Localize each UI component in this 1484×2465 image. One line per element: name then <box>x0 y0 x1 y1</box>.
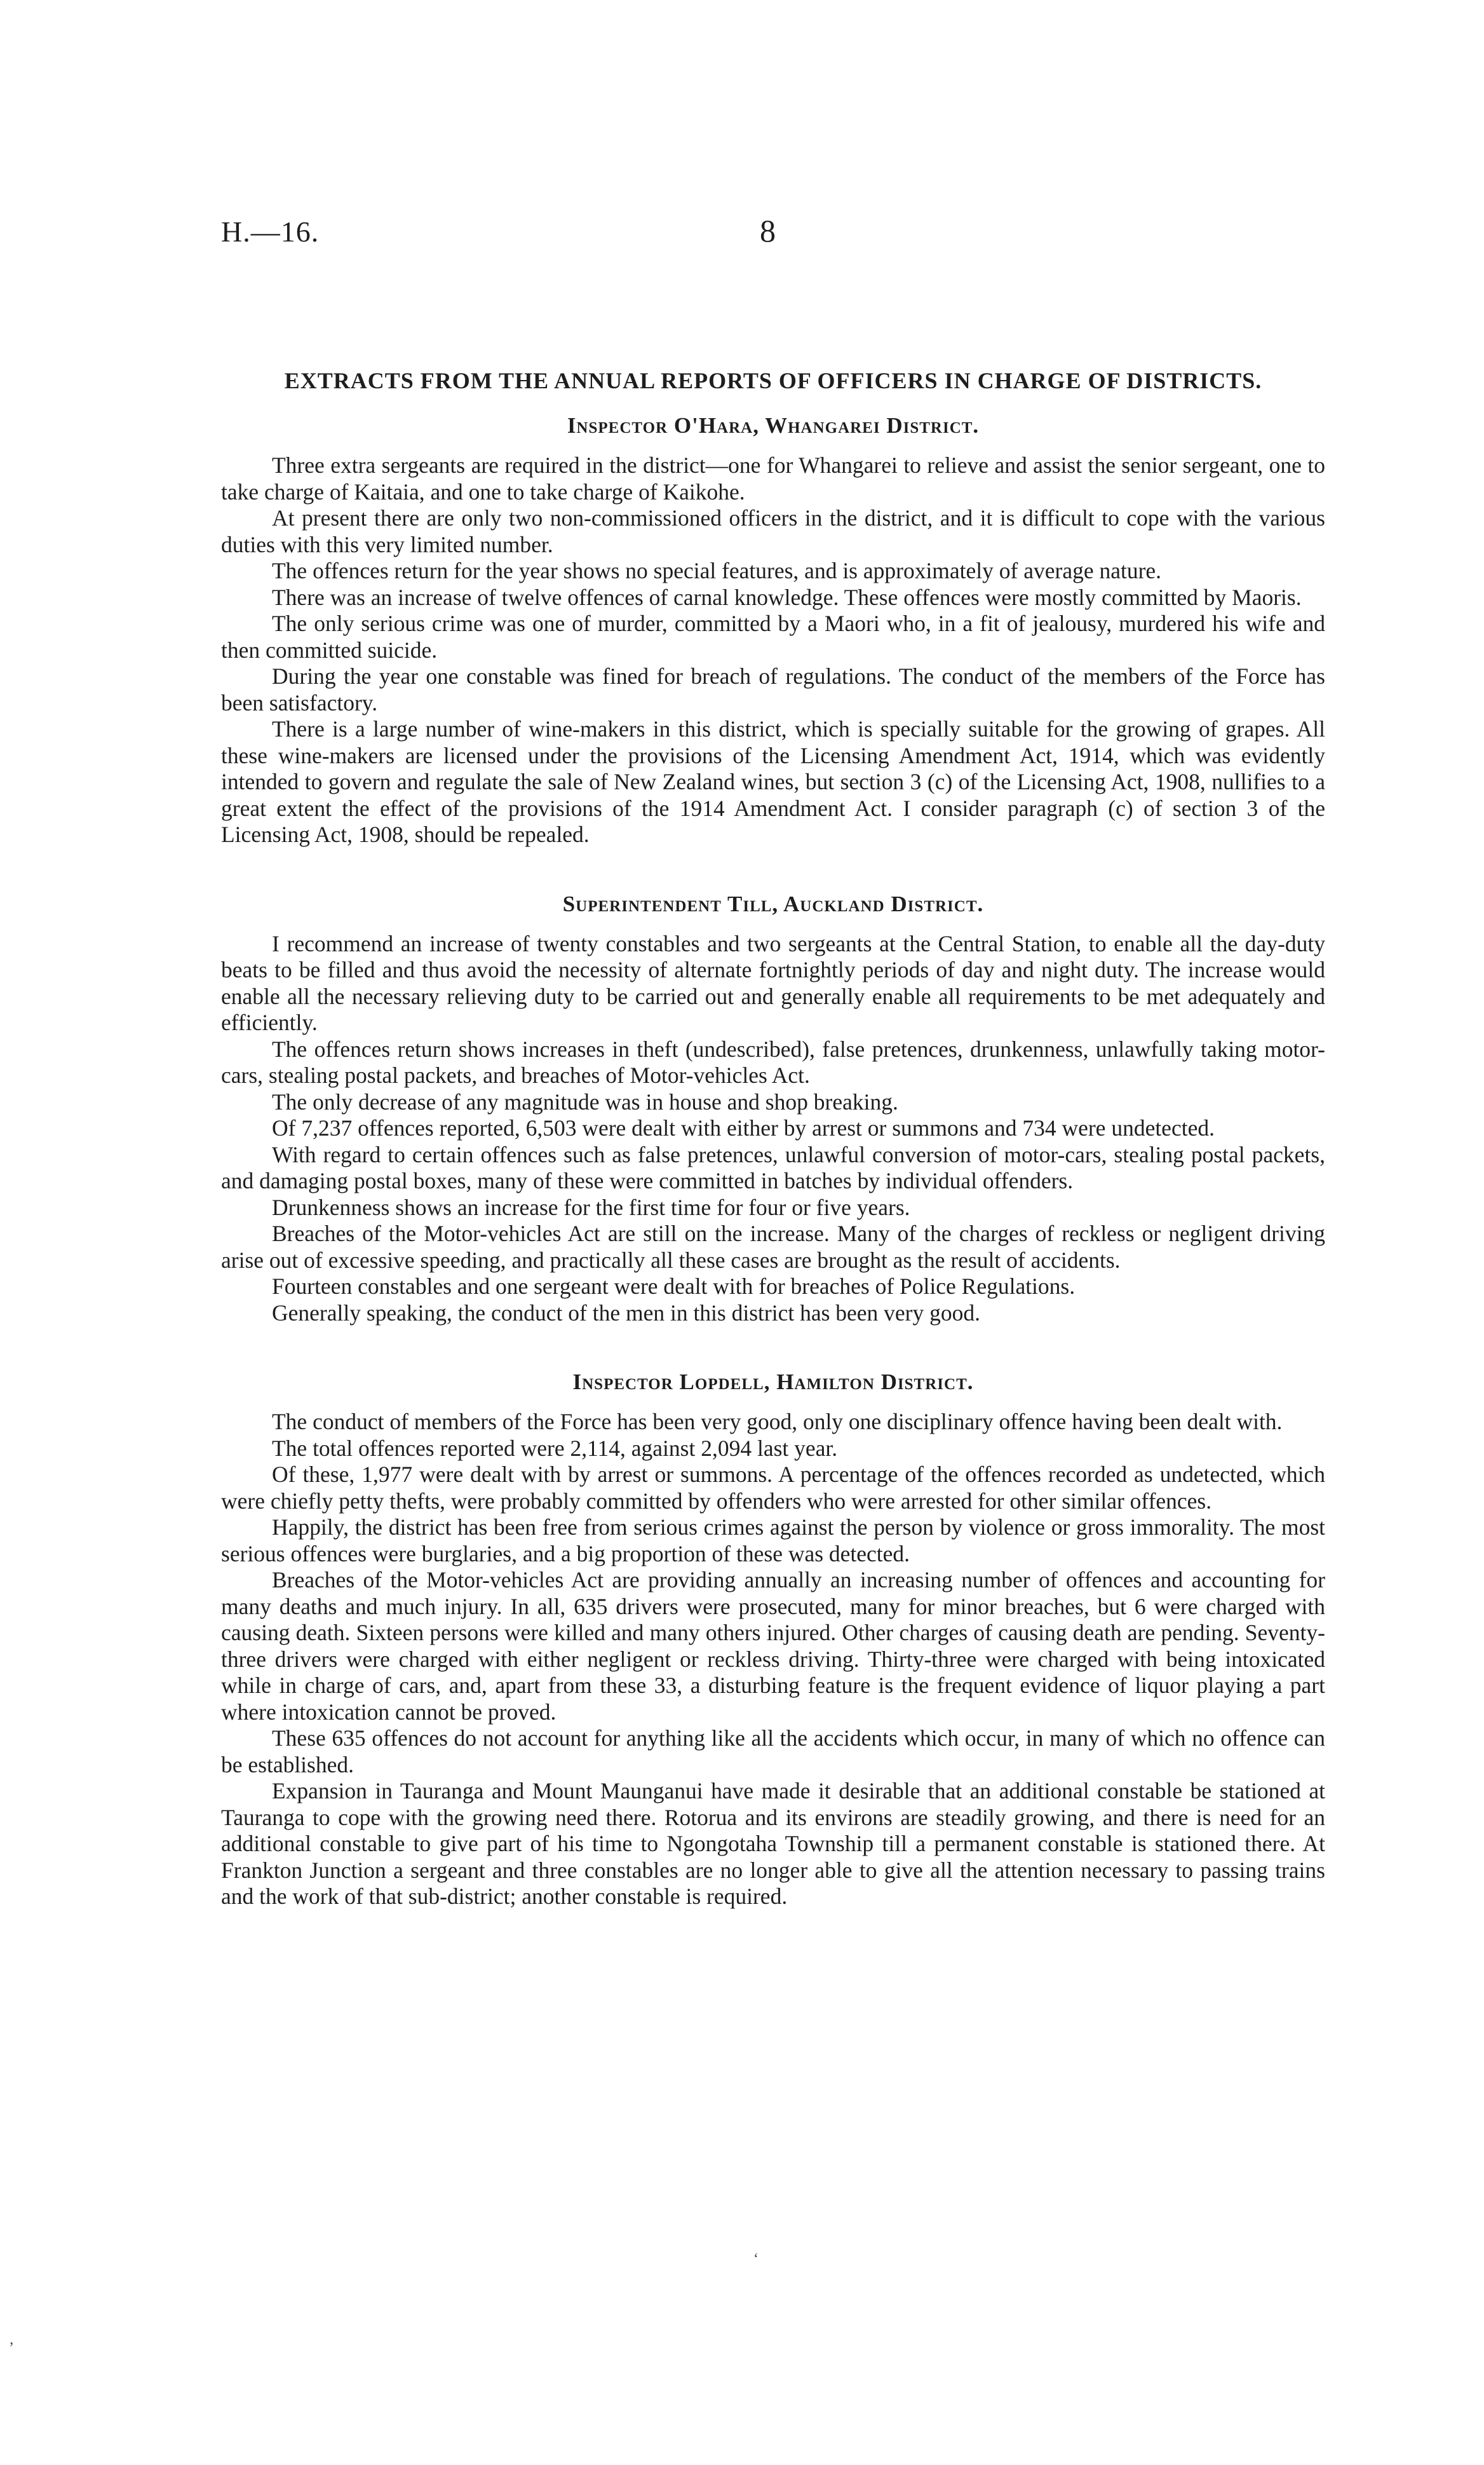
paragraph: Breaches of the Motor-vehicles Act are providing annually an increasing number of offences and accounting for many deaths and much injury. In all, 635 drivers were prosecuted, many for minor breaches, but 6 were charged with causing death. Sixteen persons were killed and many others injured. Other charges of causing death are pending. Seventy-three drivers were charged with either negligent or reckless driving. Thirty-three were charged with being intoxicated while in charge of cars, and, apart from these 33, a disturbing feature is the frequent evidence of liquor playing a part where intoxication cannot be proved. <box>221 1567 1325 1725</box>
paragraph: Breaches of the Motor-vehicles Act are still on the increase. Many of the charges of reckless or negligent driving arise out of excessive speeding, and practically all these cases are brought as the result of accidents. <box>221 1221 1325 1273</box>
document-reference: H.—16. <box>221 215 320 248</box>
paragraph: The total offences reported were 2,114, against 2,094 last year. <box>272 1435 838 1461</box>
paragraph: With regard to certain offences such as false pretences, unlawful conversion of motor-cars, stealing postal packets, and damaging postal boxes, many of these were committed in batches by individual offenders. <box>221 1141 1325 1193</box>
paragraph: Of 7,237 offences reported, 6,503 were dealt with either by arrest or summons and 734 were undetected. <box>272 1115 1215 1141</box>
paragraph: Expansion in Tauranga and Mount Maunganui have made it desirable that an additional constable be stationed at Tauranga to cope with the growing need there. Rotorua and its environs are steadily growing, and there is need for an additional constable to give part of his time to Ngongotaha Township till a permanent constable is stationed there. At Frankton Junction a sergeant and three constables are no longer able to give all the attention necessary to passing trains and the work of that sub-district; another constable is required. <box>221 1778 1325 1909</box>
paragraph: The only decrease of any magnitude was in house and shop breaking. <box>272 1089 898 1115</box>
section-whangarei <box>221 413 1325 848</box>
paragraph: The only serious crime was one of murder, committed by a Maori who, in a fit of jealousy, murdered his wife and then committed suicide. <box>221 611 1325 663</box>
paragraph: There was an increase of twelve offences of carnal knowledge. These offences were mostly committed by Maoris. <box>272 584 1302 610</box>
section-auckland <box>221 892 1325 1327</box>
paragraph: During the year one constable was fined for breach of regulations. The conduct of the members of the Force has been satisfactory. <box>221 663 1325 716</box>
paragraph: Generally speaking, the conduct of the men in this district has been very good. <box>272 1300 980 1326</box>
paragraph: The offences return shows increases in theft (undescribed), false pretences, drunkenness, unlawfully taking motor-cars, stealing postal packets, and breaches of Motor-vehicles Act. <box>221 1036 1325 1088</box>
paragraph: Of these, 1,977 were dealt with by arrest or summons. A percentage of the offences recorded as undetected, which were chiefly petty thefts, were probably committed by offenders who were arrested for other similar offences. <box>221 1462 1325 1514</box>
section-heading: Inspector Lopdell, Hamilton District. <box>572 1369 974 1394</box>
report-body <box>221 367 1325 1910</box>
section-heading: Inspector O'Hara, Whangarei District. <box>567 413 980 438</box>
paragraph: Drunkenness shows an increase for the first time for four or five years. <box>272 1194 910 1220</box>
paragraph: The offences return for the year shows no special features, and is approximately of average nature. <box>272 558 1162 583</box>
paragraph: I recommend an increase of twenty constables and two sergeants at the Central Station, to enable all the day-duty beats to be filled and thus avoid the necessity of alternate fortnightly periods of day and night duty. The increase would enable all the necessary relieving duty to be carried out and generally enable all requirements to be met adequately and efficiently. <box>221 930 1325 1035</box>
edge-mark: ’ <box>9 2340 14 2356</box>
section-hamilton <box>221 1369 1325 1910</box>
paragraph: At present there are only two non-commissioned officers in the district, and it is difficult to cope with the various duties with this very limited number. <box>221 505 1325 557</box>
paragraph: Happily, the district has been free from serious crimes against the person by violence or gross immorality. The most serious offences were burglaries, and a big proportion of these was detected. <box>221 1514 1325 1566</box>
section-heading: Superintendent Till, Auckland District. <box>562 891 984 916</box>
paragraph: These 635 offences do not account for anything like all the accidents which occur, in many of which no offence can be established. <box>221 1725 1325 1777</box>
paragraph: The conduct of members of the Force has been very good, only one disciplinary offence having been dealt with. <box>272 1409 1283 1434</box>
page-title: EXTRACTS FROM THE ANNUAL REPORTS OF OFFICERS IN CHARGE OF DISTRICTS. <box>284 368 1262 393</box>
paragraph: Three extra sergeants are required in the district—one for Whangarei to relieve and assist the senior sergeant, one to take charge of Kaitaia, and one to take charge of Kaikohe. <box>221 452 1325 505</box>
page-number: 8 <box>760 213 776 248</box>
paragraph: Fourteen constables and one sergeant were dealt with for breaches of Police Regulations. <box>272 1273 1076 1299</box>
paragraph: There is a large number of wine-makers in this district, which is specially suitable for the growing of grapes. All these wine-makers are licensed under the provisions of the Licensing Amendment Act, 1914, which was evidently intended to govern and regulate the sale of New Zealand wines, but section 3 (c) of the Licensing Act, 1908, nullifies to a great extent the effect of the provisions of the 1914 Amendment Act. I consider paragraph (c) of section 3 of the Licensing Act, 1908, should be repealed. <box>221 716 1325 847</box>
footer-mark: ‘ <box>753 2251 759 2267</box>
